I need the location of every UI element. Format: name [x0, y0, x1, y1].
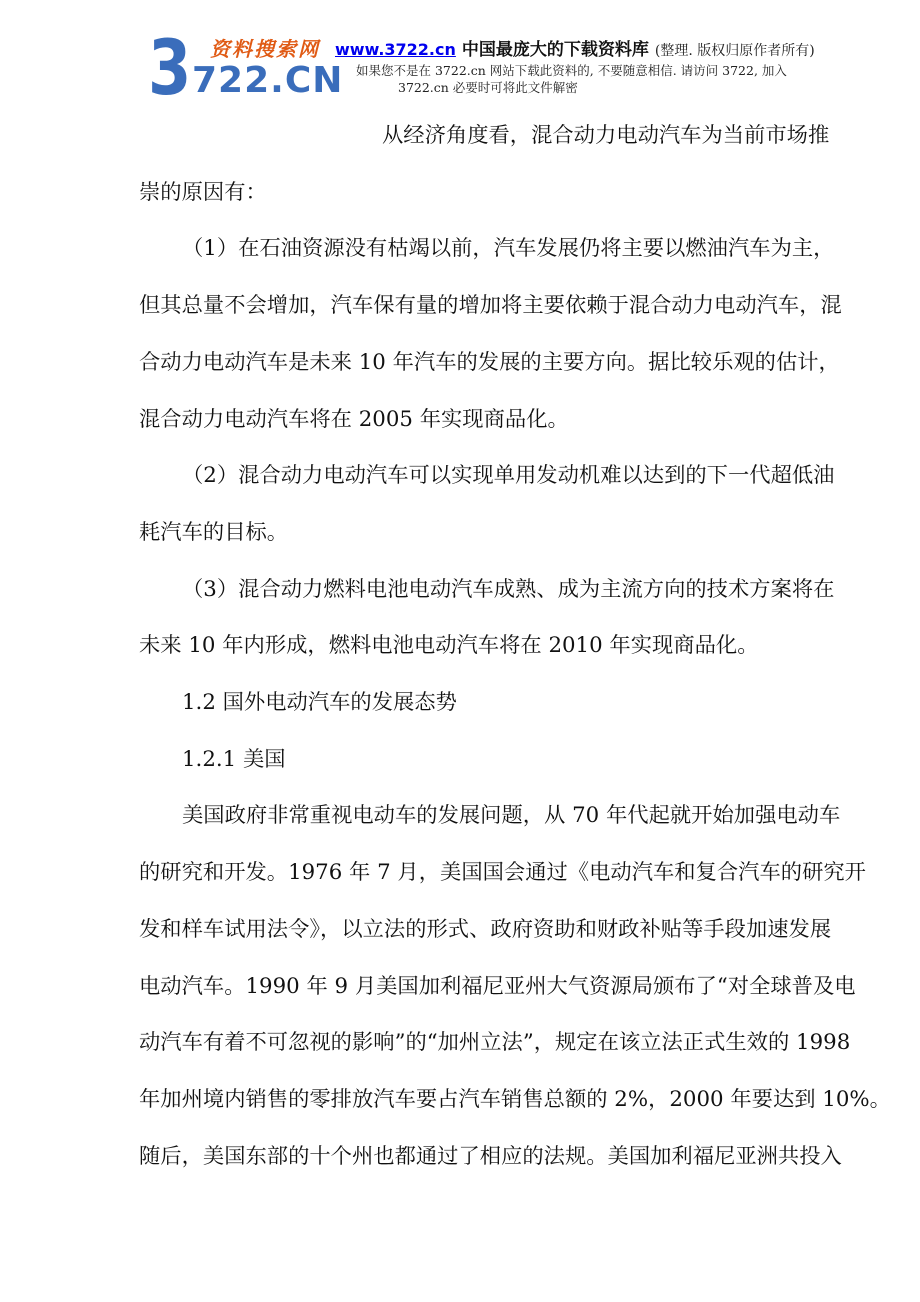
paragraph-line: 动汽车有着不可忽视的影响”的“加州立法”，规定在该立法正式生效的 1998	[139, 1030, 851, 1056]
paragraph-line: 发和样车试用法令》，以立法的形式、政府资助和财政补贴等手段加速发展	[139, 916, 832, 942]
paragraph-line: 崇的原因有：	[139, 179, 267, 205]
header-title-row	[335, 40, 815, 61]
site-link[interactable]: www.3722.cn	[335, 40, 456, 59]
header-notice-line-1: 如果您不是在 3722.cn 网站下载此资料的, 不要随意相信. 请访问 3722, 加入	[356, 63, 787, 78]
paragraph-line: （1）在石油资源没有枯竭以前，汽车发展仍将主要以燃油汽车为主，	[182, 236, 835, 262]
paragraph-line: 合动力电动汽车是未来 10 年汽车的发展的主要方向。据比较乐观的估计，	[139, 349, 840, 375]
page-header	[0, 0, 920, 110]
paragraph-line: 从经济角度看，混合动力电动汽车为当前市场推	[382, 123, 830, 148]
paragraph-line: （3）混合动力燃料电池电动汽车成熟、成为主流方向的技术方案将在	[182, 576, 835, 602]
paragraph-line: 但其总量不会增加，汽车保有量的增加将主要依赖于混合动力电动汽车，混	[139, 293, 842, 319]
header-title: 中国最庞大的下载资料库	[461, 40, 649, 60]
paragraph-line: 电动汽车。1990 年 9 月美国加利福尼亚州大气资源局颁布了“对全球普及电	[139, 973, 856, 999]
site-logo-domain: 722.CN	[192, 60, 344, 101]
document-body	[139, 108, 891, 1185]
paragraph-line: 美国政府非常重视电动车的发展问题，从 70 年代起就开始加强电动车	[182, 803, 841, 829]
paragraph-line: 混合动力电动汽车将在 2005 年实现商品化。	[139, 406, 569, 432]
section-heading: 1.2 国外电动汽车的发展态势	[182, 690, 457, 716]
site-logo-number: 3	[148, 23, 190, 112]
subsection-heading: 1.2.1 美国	[182, 746, 286, 772]
paragraph-line: （2）混合动力电动汽车可以实现单用发动机难以达到的下一代超低油	[182, 463, 835, 489]
paragraph-line: 随后，美国东部的十个州也都通过了相应的法规。美国加利福尼亚洲共投入	[139, 1143, 842, 1169]
paragraph-line: 耗汽车的目标。	[139, 519, 289, 545]
header-note: (整理. 版权归原作者所有)	[654, 43, 815, 59]
paragraph-line: 未来 10 年内形成，燃料电池电动汽车将在 2010 年实现商品化。	[139, 633, 759, 659]
site-logo-slogan: 资料搜索网	[210, 37, 320, 61]
paragraph-line: 年加州境内销售的零排放汽车要占汽车销售总额的 2%，2000 年要达到 10%。	[139, 1086, 891, 1112]
header-notice-line-2: 3722.cn 必要时可将此文件解密	[398, 80, 578, 95]
paragraph-line: 的研究和开发。1976 年 7 月，美国国会通过《电动汽车和复合汽车的研究开	[139, 860, 866, 886]
